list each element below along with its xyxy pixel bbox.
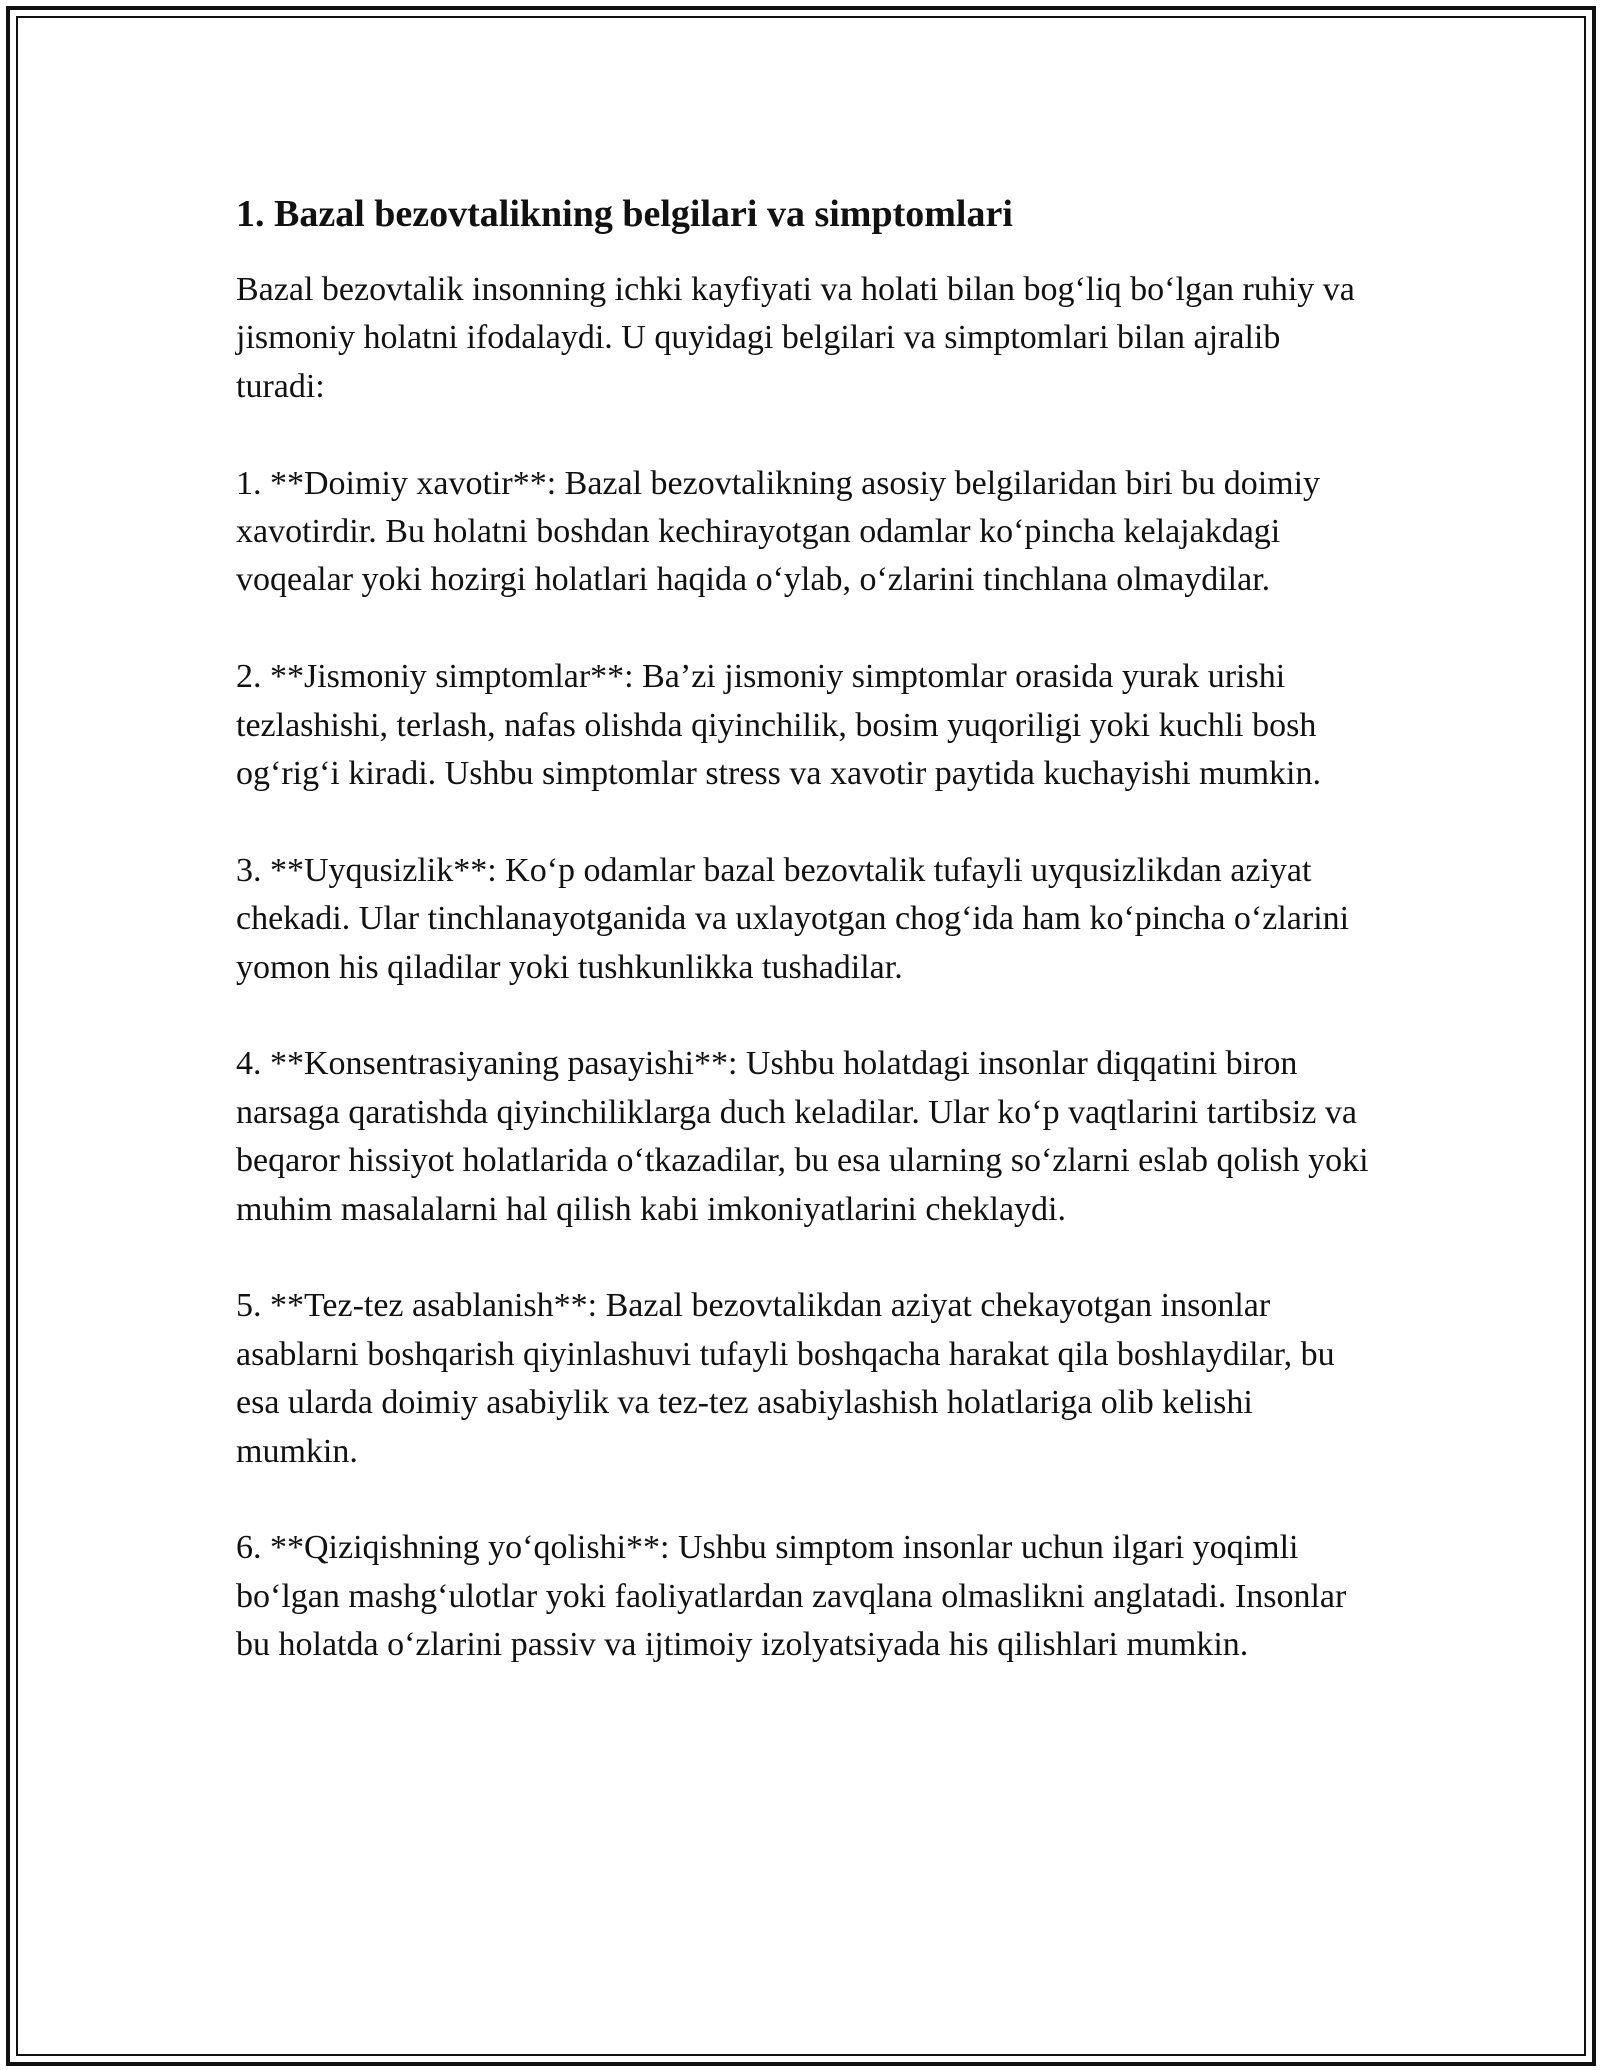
symptom-item-6: 6. **Qiziqishning yo‘qolishi**: Ushbu simptom insonlar uchun ilgari yoqimli bo‘lgan mashg‘ulotlar yoki faoliyatlardan zavqlana olmaslikni anglatadi. Insonlar bu holatda o‘zlarini passiv va ijtimoiy izolyatsiyada his qilishlari mumkin. bbox=[236, 1529, 1347, 1664]
symptom-item-4: 4. **Konsentrasiyaning pasayishi**: Ushbu holatdagi insonlar diqqatini biron narsaga qaratishda qiyinchiliklarga duch keladilar. Ular ko‘p vaqtlarini tartibsiz va beqaror hissiyot holatlarida o‘tkazadilar, bu esa ularning so‘zlarni eslab qolish yoki muhim masalalarni hal qilish kabi imkoniyatlarini cheklaydi. bbox=[236, 1045, 1369, 1228]
symptom-item-1: 1. **Doimiy xavotir**: Bazal bezovtalikning asosiy belgilaridan biri bu doimiy xavotirdir. Bu holatni boshdan kechirayotgan odamlar ko‘pincha kelajakdagi voqealar yoki hozirgi holatlari haqida o‘ylab, o‘zlarini tinchlana olmaydilar. bbox=[236, 464, 1321, 599]
intro-paragraph: Bazal bezovtalik insonning ichki kayfiyati va holati bilan bog‘liq bo‘lgan ruhiy va jismoniy holatni ifodalaydi. U quyidagi belgilari va simptomlari bilan ajralib turadi: bbox=[236, 271, 1355, 405]
document-body bbox=[236, 188, 1376, 1670]
symptom-item-2: 2. **Jismoniy simptomlar**: Ba’zi jismoniy simptomlar orasida yurak urishi tezlashishi, terlash, nafas olishda qiyinchilik, bosim yuqoriligi yoki kuchli bosh og‘rig‘i kiradi. Ushbu simptomlar stress va xavotir paytida kuchayishi mumkin. bbox=[236, 658, 1321, 793]
symptom-item-3: 3. **Uyqusizlik**: Ko‘p odamlar bazal bezovtalik tufayli uyqusizlikdan aziyat chekadi. Ular tinchlanayotganida va uxlayotgan chog‘ida ham ko‘pincha o‘zlarini yomon his qiladilar yoki tushkunlikka tushadilar. bbox=[236, 851, 1350, 986]
section-heading: 1. Bazal bezovtalikning belgilari va simptomlari bbox=[236, 193, 1013, 235]
symptom-item-5: 5. **Tez-tez asablanish**: Bazal bezovtalikdan aziyat chekayotgan insonlar asablarni boshqarish qiyinlashuvi tufayli boshqacha harakat qila boshlaydilar, bu esa ularda doimiy asabiylik va tez-tez asabiylashish holatlariga olib kelishi mumkin. bbox=[236, 1287, 1335, 1470]
